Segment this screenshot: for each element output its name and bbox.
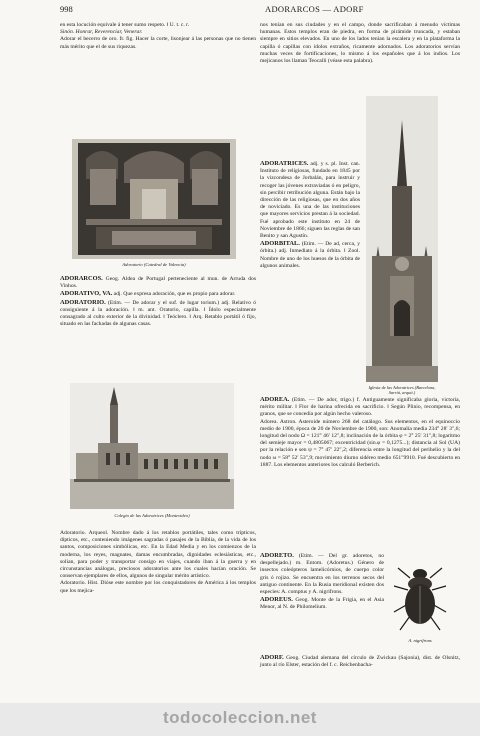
page-header	[60, 4, 460, 18]
entry-head: ADORATORIO.	[60, 298, 106, 306]
entry-head: ADORETO.	[260, 552, 294, 559]
entry-head: ADOREA.	[260, 396, 290, 403]
entry-body: (Etim. — De ador, trigo.) f. Antiguamente significaba gloria, victoria, mérito militar. ‖ Flor de harina ofrecida en sacrificio. ‖ Según Plinio, recompensa, en granos, que se concedía por algún hecho valeroso.	[260, 397, 461, 418]
entry-head: ADOREUS.	[260, 596, 293, 604]
left-text-2: Sinón. Honrar, Reverenciar, Venerar.	[60, 29, 143, 36]
entry-head: ADORF.	[260, 654, 284, 661]
left-text-1: en esta locución equivale á tener sumo respeto. ‖ U. t. c. r.	[60, 22, 190, 28]
entry-adoreus	[260, 596, 384, 611]
altarpiece-photo	[72, 139, 236, 259]
entry-body: (Etim. — De ad, cerca, y órbita.) adj. Inmediato á la órbita. ‖ Zool. Nombre de uno de los huesos de la órbita de algunos animales.	[260, 241, 360, 269]
entry-body: adj. y s. pl. Inst. can. Instituto de religiosas, fundado en 1845 por la vizcondesa de Jorbalán, para instruir y recoger las jóvenes extraviadas ó en peligro, sin percibir retribución alguna. Están bajo la dirección de las religiosas, que en dos años de noviciado. Es una de las instituciones que mayores servicios prestan á la sociedad. Fué aprobado este instituto en 24 de Noviembre de 1866; siguen las reglas de san Benito y san Agustín.	[260, 161, 360, 240]
right-text-intro: nos tenían en sus ciudades y en el campo, donde sacrificaban á menudo víctimas humanas. Estos templos eran de piedra, en forma de pirámide truncada, y estaban siempre en sitios elevados. En uno de los lados tenían la escalera y en la plataforma la capilla ó capillas con ídolos extraños, ricamente adornados. Los adoratorios servían muchas veces de fortificaciones, lo mismo á los españoles que á los indios. Los mejicanos los llaman Teocalli (véase esta palabra).	[260, 22, 460, 65]
watermark-text: todocoleccion.net	[163, 708, 317, 727]
beetle-illustration	[390, 560, 450, 634]
entry-body: Geog. Aldea de Portugal perteneciente al mun. de Arruda dos Vinhos.	[60, 276, 256, 290]
entry-head: ADORATRICES.	[260, 160, 309, 167]
left-text-3: Adorar el becerro de oro. fr. fig. Hacer la corte, lisonjear á las personas que no tienen más mérito que el de sus riquezas.	[60, 36, 256, 50]
right-entries-mid	[260, 160, 360, 270]
entry-adoreto	[260, 552, 384, 596]
figure-caption-3: Iglesia de las Adoratrices (Barcelona, Sarrià, arquit.)	[368, 385, 436, 395]
colegio-image	[70, 383, 234, 509]
colegio-photo	[70, 383, 234, 509]
figure-caption-2: Colegio de las Adoratrices (Montevideo)	[114, 513, 190, 518]
entry-body: (Etim. — De adorar y el suf. de lugar torium.) adj. Relativo ó consiguiente á la adoración. ‖ m. ant. Oratorio, capilla. ‖ Ídolo especialmente consagrado al culto exterior de la divinidad. ‖ Teóclero. ‖ Arq. Retablo portátil ó fijo, situado en las fachadas de algunas casas.	[60, 299, 256, 328]
entry-adoratorio	[60, 299, 256, 329]
beetle-icon	[390, 560, 450, 634]
figure-caption-1: Adoratorio (Catedral de Valencia)	[122, 262, 186, 267]
entry-body: Adorea. Astron. Asteroide número 268 del catálogo. Sus elementos, en el equinoccio medio de 1900, época de 20 de Noviembre de 1900, son: Anomalía media 234° 28′ 3″,6; longitud del nodo Ω = 121° 46′ 12″,8; inclinación de la órbita φ = 2° 25′ 31″,8; logaritmo del semieje mayor = 0,4805067; excentricidad (sin.φ = 0,1275...); distancia al Sol (UA) por la relación e sen ψ = 7° 47′ 22″,2; diferencia entre la longitud del perihelio y la del nodo ω = 58° 52′ 53″,9; movimiento diurno sidéreo medio 651″9910. Fué descubierto en 1887. Los elementos anteriores los calculó Berberich.	[260, 418, 460, 468]
church-photo	[366, 96, 438, 382]
entry-head: ADORATIVO, VA.	[60, 290, 113, 298]
beetle-caption: A. nigrifrons	[408, 638, 432, 643]
entry-body: adj. Que expresa adoración, que es propio para adorar.	[113, 291, 236, 298]
entry-adoratrices	[260, 160, 360, 240]
entry-adorativo	[60, 290, 256, 298]
page-number: 998	[60, 4, 73, 14]
page-title: ADORARCOS — ADORF	[265, 4, 364, 14]
entry-adorf-block	[260, 654, 460, 669]
right-top-text	[260, 22, 460, 65]
right-entries-bottom	[260, 396, 460, 469]
entry-adoratorio-arqueol: Adoratorio. Arqueol. Nombre dado á los retablos portátiles, tales como trípticos, dípticos, etc., conteniendo imágenes sagradas ó pasajes de la Biblia, de la vida de los santos, composiciones simbólicas, etc. En la Edad Media y en los comienzos de la moderna, los reyes, magnates, damas encumbradas, dignidades eclesiásticas, etc., solían, para poder y transportar consigo en viajes, cuando iban á la guerra y en circunstancias análogas, preciosos adoratorios ante los cuales hacían oración. Se conservan ejemplares de ellos, algunos de singular mérito artístico.	[60, 530, 256, 580]
church-image	[366, 96, 438, 382]
entry-body: (Etim. — Del gr. adoretos, no despellejado.) m. Entom. (Adoretus.) Género de insectos coleópteros lamelicórnios, de cuerpo color gris ó rojizo. Se encuentra en los terrenos secos del antiguo continente. En la Rusia meridional existen dos especies: A. comptus y A. nigrifrons.	[260, 553, 384, 596]
entry-adorea	[260, 396, 460, 419]
entry-adorf	[260, 654, 460, 669]
entry-adoratorio-hist: Adoratorio. Hist. Dióse este nombre por los conquistadores de América á los templos que los mejica-	[60, 580, 256, 594]
entry-head: ADORARCOS.	[60, 275, 103, 282]
right-entries-last	[260, 552, 384, 612]
altarpiece-image	[72, 139, 236, 259]
left-column	[60, 22, 256, 51]
entry-adorarcos	[60, 275, 256, 290]
entry-body: Geog. Ciudad alemana del círculo de Zwickau (Sajonia), dist. de Olsnitz, junto al río Elster, estación del f. c. Reichenbacha-	[260, 655, 460, 669]
entry-head: ADORBITAL.	[260, 240, 300, 248]
entry-adorea-astron	[260, 419, 460, 469]
entry-body: Geog. Monte de la Frigia, en el Asia Menor, al N. de Philomelium.	[260, 597, 384, 611]
entry-adorbital	[260, 240, 360, 270]
left-entries-bottom	[60, 530, 256, 595]
left-entries-mid	[60, 275, 256, 328]
